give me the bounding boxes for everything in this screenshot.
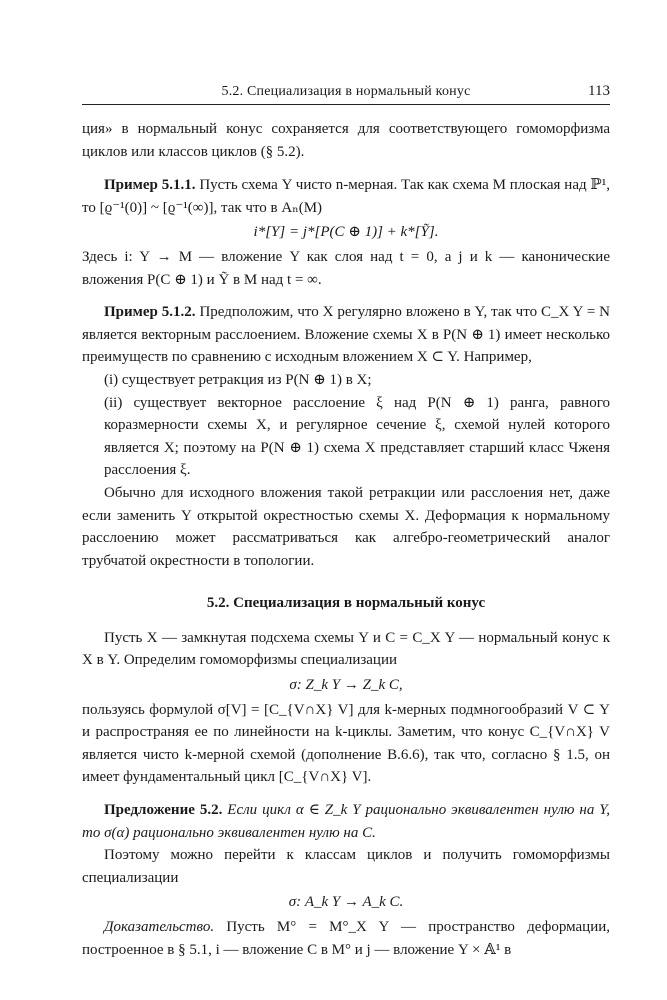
list-item-ii: (ii) существует векторное расслоение ξ над P(N ⊕ 1) ранга, равного коразмерности схемы X, и регулярное сечение ξ, схемой нулей которого является X; поэтому на P(N ⊕ 1) схема X представляет старший класс Чженя расслоения ξ. bbox=[104, 394, 610, 479]
proposition-statement: Если цикл α ∈ Z_k Y рационально эквивалентен нулю на Y, то σ(α) рационально эквивалентен нулю на C. bbox=[82, 802, 610, 841]
example-text: Пусть схема Y чисто n-мерная. Так как схема M плоская над ℙ¹, то [ϱ⁻¹(0)] ~ [ϱ⁻¹(∞)], так что в Aₙ(M) bbox=[82, 177, 610, 216]
example-5-1-1 bbox=[82, 174, 610, 219]
page-header bbox=[82, 84, 610, 105]
example-label: Пример 5.1.1. bbox=[104, 177, 196, 194]
running-head: 5.2. Специализация в нормальный конус bbox=[221, 84, 471, 99]
formula-specialization-classes: σ: A_k Y → A_k C. bbox=[288, 894, 404, 911]
section-paragraph: Пусть X — замкнутая подсхема схемы Y и C = C_X Y — нормальный конус к X в Y. Определим гомоморфизмы специализации bbox=[82, 629, 610, 669]
proposition-5-2 bbox=[82, 799, 610, 844]
example-5-1-2-remark: Обычно для исходного вложения такой ретракции или расслоения нет, даже если заменить Y открытой окрестностью схемы X. Деформация к нормальному расслоению может рассматриваться как алгебро-геометрический аналог трубчатой окрестности в топологии. bbox=[82, 484, 610, 569]
formula-specialization-cycles: σ: Z_k Y → Z_k C, bbox=[289, 677, 403, 694]
section-title: 5.2. Специализация в нормальный конус bbox=[206, 595, 486, 612]
proof-text: Пусть M° = M°_X Y — пространство деформации, построенное в § 5.1, i — вложение C в M° и j — вложение Y × 𝔸¹ в bbox=[82, 919, 611, 958]
proof-label: Доказательство. bbox=[104, 919, 215, 935]
proof bbox=[82, 916, 610, 961]
example-5-1-1-explanation: Здесь i: Y → M — вложение Y как слоя над t = 0, а j и k — канонические вложения P(C ⊕ 1) и Ỹ в M над t = ∞. bbox=[82, 248, 610, 288]
formula-pushforward: i*[Y] = j*[P(C ⊕ 1)] + k*[Ỹ]. bbox=[253, 224, 439, 241]
proposition-label: Предложение 5.2. bbox=[104, 802, 223, 819]
example-5-1-2 bbox=[82, 301, 610, 369]
proposition-consequence: Поэтому можно перейти к классам циклов и получить гомоморфизмы специализации bbox=[82, 847, 610, 886]
section-paragraph-continued: пользуясь формулой σ[V] = [C_{V∩X} V] для k-мерных подмногообразий V ⊂ Y и распространяя ее по линейности на k-циклы. Заметим, что конус C_{V∩X} V является чисто k-мерной схемой (дополнение В.6.6), так что, согласно § 1.5, он имеет фундаментальный цикл [C_{V∩X} V]. bbox=[82, 701, 610, 786]
example-label: Пример 5.1.2. bbox=[104, 304, 196, 321]
list-item-i: (i) существует ретракция из P(N ⊕ 1) в X; bbox=[104, 371, 372, 388]
paragraph-continuation: ция» в нормальный конус сохраняется для соответствующего гомоморфизма циклов или классов циклов (§ 5.2). bbox=[82, 121, 610, 160]
page-number: 113 bbox=[588, 83, 610, 99]
example-text: Предположим, что X регулярно вложено в Y, так что C_X Y = N является векторным расслоением. Вложение схемы X в P(N ⊕ 1) имеет несколько преимуществ по сравнению с исходным вложением X ⊂ Y. Например, bbox=[82, 304, 611, 366]
spacer bbox=[82, 789, 610, 799]
page-body bbox=[82, 118, 610, 961]
spacer bbox=[82, 291, 610, 301]
